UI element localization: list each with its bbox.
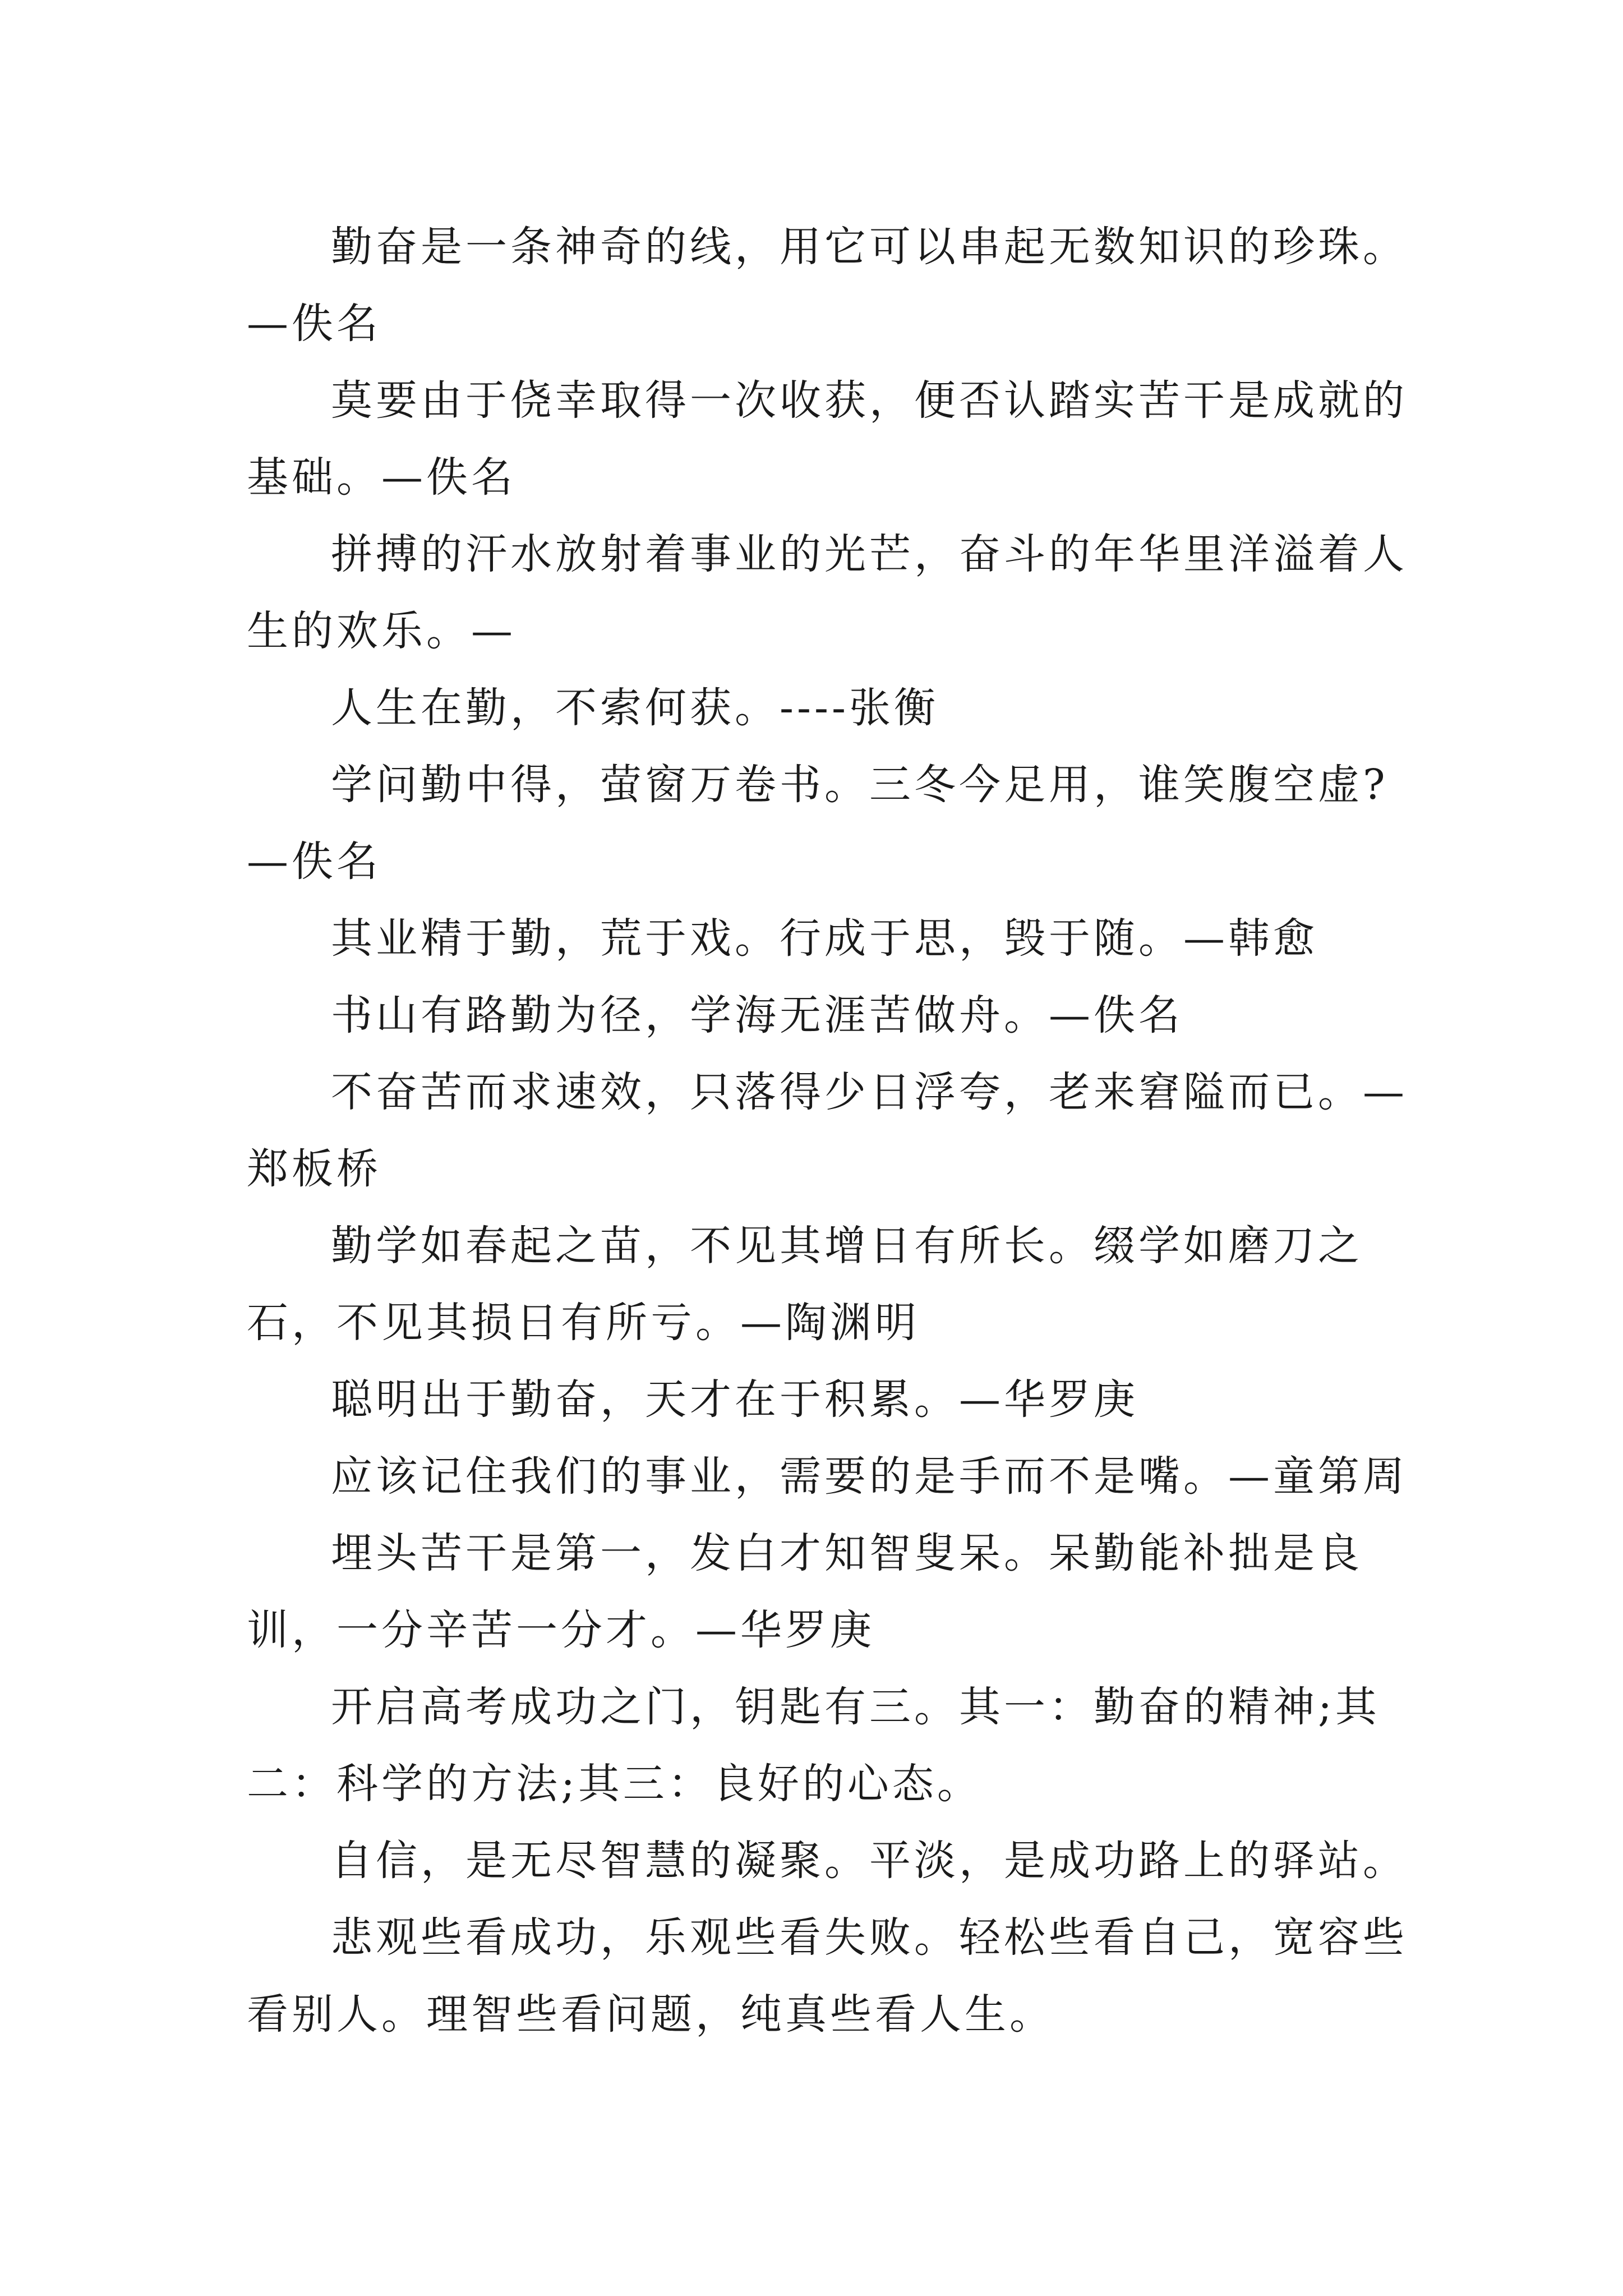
quotes-body <box>247 209 1410 2053</box>
quote-paragraph: 应该记住我们的事业，需要的是手而不是嘴。—童第周 <box>331 1452 1408 1501</box>
quote-paragraph: 开启高考成功之门，钥匙有三。其一：勤奋的精神;其二：科学的方法;其三：良好的心态。 <box>247 1683 1380 1808</box>
quote-paragraph: 人生在勤，不索何获。----张衡 <box>331 684 939 732</box>
quote-paragraph: 学问勤中得，萤窗万卷书。三冬今足用，谁笑腹空虚?—佚名 <box>247 761 1389 886</box>
quote-paragraph: 悲观些看成功，乐观些看失败。轻松些看自己，宽容些看别人。理智些看问题，纯真些看人生。 <box>247 1913 1408 2039</box>
quote-paragraph: 勤学如春起之苗，不见其增日有所长。缀学如磨刀之石，不见其损日有所亏。—陶渊明 <box>247 1222 1363 1347</box>
quote-paragraph: 拼搏的汗水放射着事业的光芒，奋斗的年华里洋溢着人生的欢乐。— <box>247 530 1408 655</box>
quote-paragraph: 书山有路勤为径，学海无涯苦做舟。—佚名 <box>331 991 1183 1039</box>
quote-paragraph: 莫要由于侥幸取得一次收获，便否认踏实苦干是成就的基础。—佚名 <box>247 376 1408 501</box>
quote-paragraph: 不奋苦而求速效，只落得少日浮夸，老来窘隘而已。—郑板桥 <box>247 1068 1408 1193</box>
quote-paragraph: 其业精于勤，荒于戏。行成于思，毁于随。—韩愈 <box>331 914 1318 963</box>
quote-paragraph: 聪明出于勤奋，天才在于积累。—华罗庚 <box>331 1375 1138 1424</box>
quote-paragraph: 勤奋是一条神奇的线，用它可以串起无数知识的珍珠。—佚名 <box>247 223 1408 348</box>
quote-paragraph: 自信，是无尽智慧的凝聚。平淡，是成功路上的驿站。 <box>331 1837 1408 1885</box>
quote-paragraph: 埋头苦干是第一，发白才知智叟呆。呆勤能补拙是良训，一分辛苦一分才。—华罗庚 <box>247 1529 1363 1654</box>
